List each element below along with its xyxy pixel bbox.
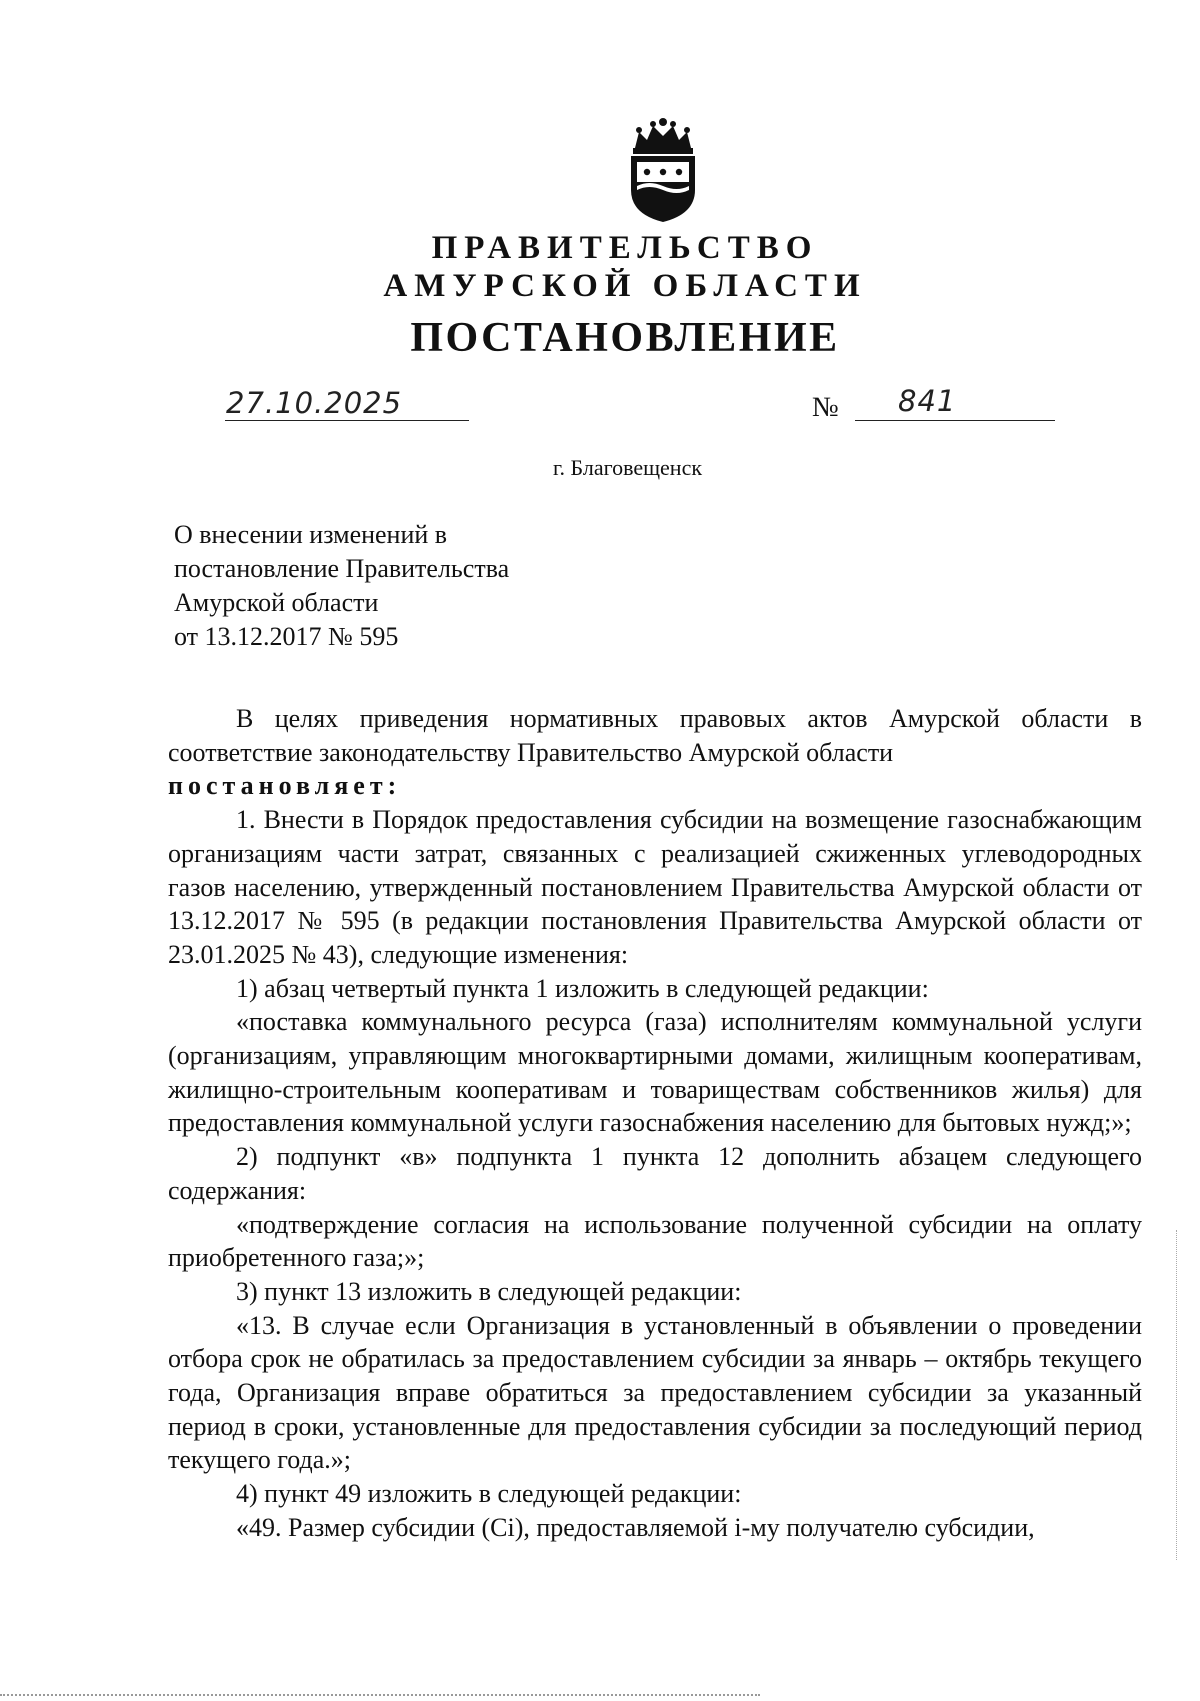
scan-edge-right xyxy=(1176,1230,1177,1560)
coat-of-arms-amur-icon xyxy=(625,118,701,224)
document-body xyxy=(168,702,1142,1545)
item-paragraph: 1) абзац четвертый пункта 1 изложить в следующей редакции: xyxy=(236,973,929,1003)
quoted-paragraph: «подтверждение согласия на использование полученной субсидии на оплату приобретенного газа;»; xyxy=(168,1209,1142,1273)
decree-word: постановляет: xyxy=(168,771,402,801)
government-name-line1: ПРАВИТЕЛЬСТВО xyxy=(431,230,819,266)
subject-line: от 13.12.2017 № 595 xyxy=(174,622,399,651)
document-subject xyxy=(174,518,594,654)
preamble-paragraph: В целях приведения нормативных правовых актов Амурской области в соответствие законодательству Правительство Амурской области xyxy=(168,704,1142,767)
item-paragraph: 1. Внести в Порядок предоставления субсидии на возмещение газоснабжающим организациям части затрат, связанных с реализацией сжиженных углеводородных газов населению, утвержденный постановлением Правительства Амурской области от 13.12.2017 № 595 (в редакции постановления Правительства Амурской области от 23.01.2025 № 43), следующие изменения: xyxy=(168,805,1142,969)
number-sign: № xyxy=(812,392,839,423)
subject-line: постановление Правительства xyxy=(174,554,510,583)
document-date: 27.10.2025 xyxy=(226,386,403,420)
city-name: г. Благовещенск xyxy=(552,455,703,480)
item-paragraph: 4) пункт 49 изложить в следующей редакции: xyxy=(236,1479,742,1509)
item-paragraph: 3) пункт 13 изложить в следующей редакции: xyxy=(236,1276,742,1306)
scan-edge-bottom xyxy=(0,1694,760,1696)
subject-line: О внесении изменений в xyxy=(174,520,448,549)
government-name-line2: АМУРСКОЙ ОБЛАСТИ xyxy=(383,268,867,304)
subject-line: Амурской области xyxy=(174,588,379,617)
quoted-paragraph: «13. В случае если Организация в установленный в объявлении о проведении отбора срок не обратилась за предоставлением субсидии за январь – октябрь текущего года, Организация вправе обратиться за предоставлением субсидии за указанный период в сроки, установленные для предоставления субсидии за последующий период текущего года.»; xyxy=(168,1310,1142,1475)
quoted-paragraph: «поставка коммунального ресурса (газа) исполнителям коммунальной услуги (организациям, управляющим многоквартирными домами, жилищным кооперативам, жилищно-строительным кооперативам и товариществам собственников жилья) для предоставления коммунальной услуги газоснабжения населению для бытовых нужд;»; xyxy=(168,1007,1142,1138)
item-paragraph: 2) подпункт «в» подпункта 1 пункта 12 дополнить абзацем следующего содержания: xyxy=(168,1142,1142,1205)
quoted-paragraph: «49. Размер субсидии (Ci), предоставляемой i-му получателю субсидии, xyxy=(236,1512,1035,1542)
date-underline xyxy=(225,420,469,421)
document-type-title: ПОСТАНОВЛЕНИЕ xyxy=(410,315,840,361)
document-number: 841 xyxy=(898,384,957,418)
number-underline xyxy=(855,420,1055,421)
